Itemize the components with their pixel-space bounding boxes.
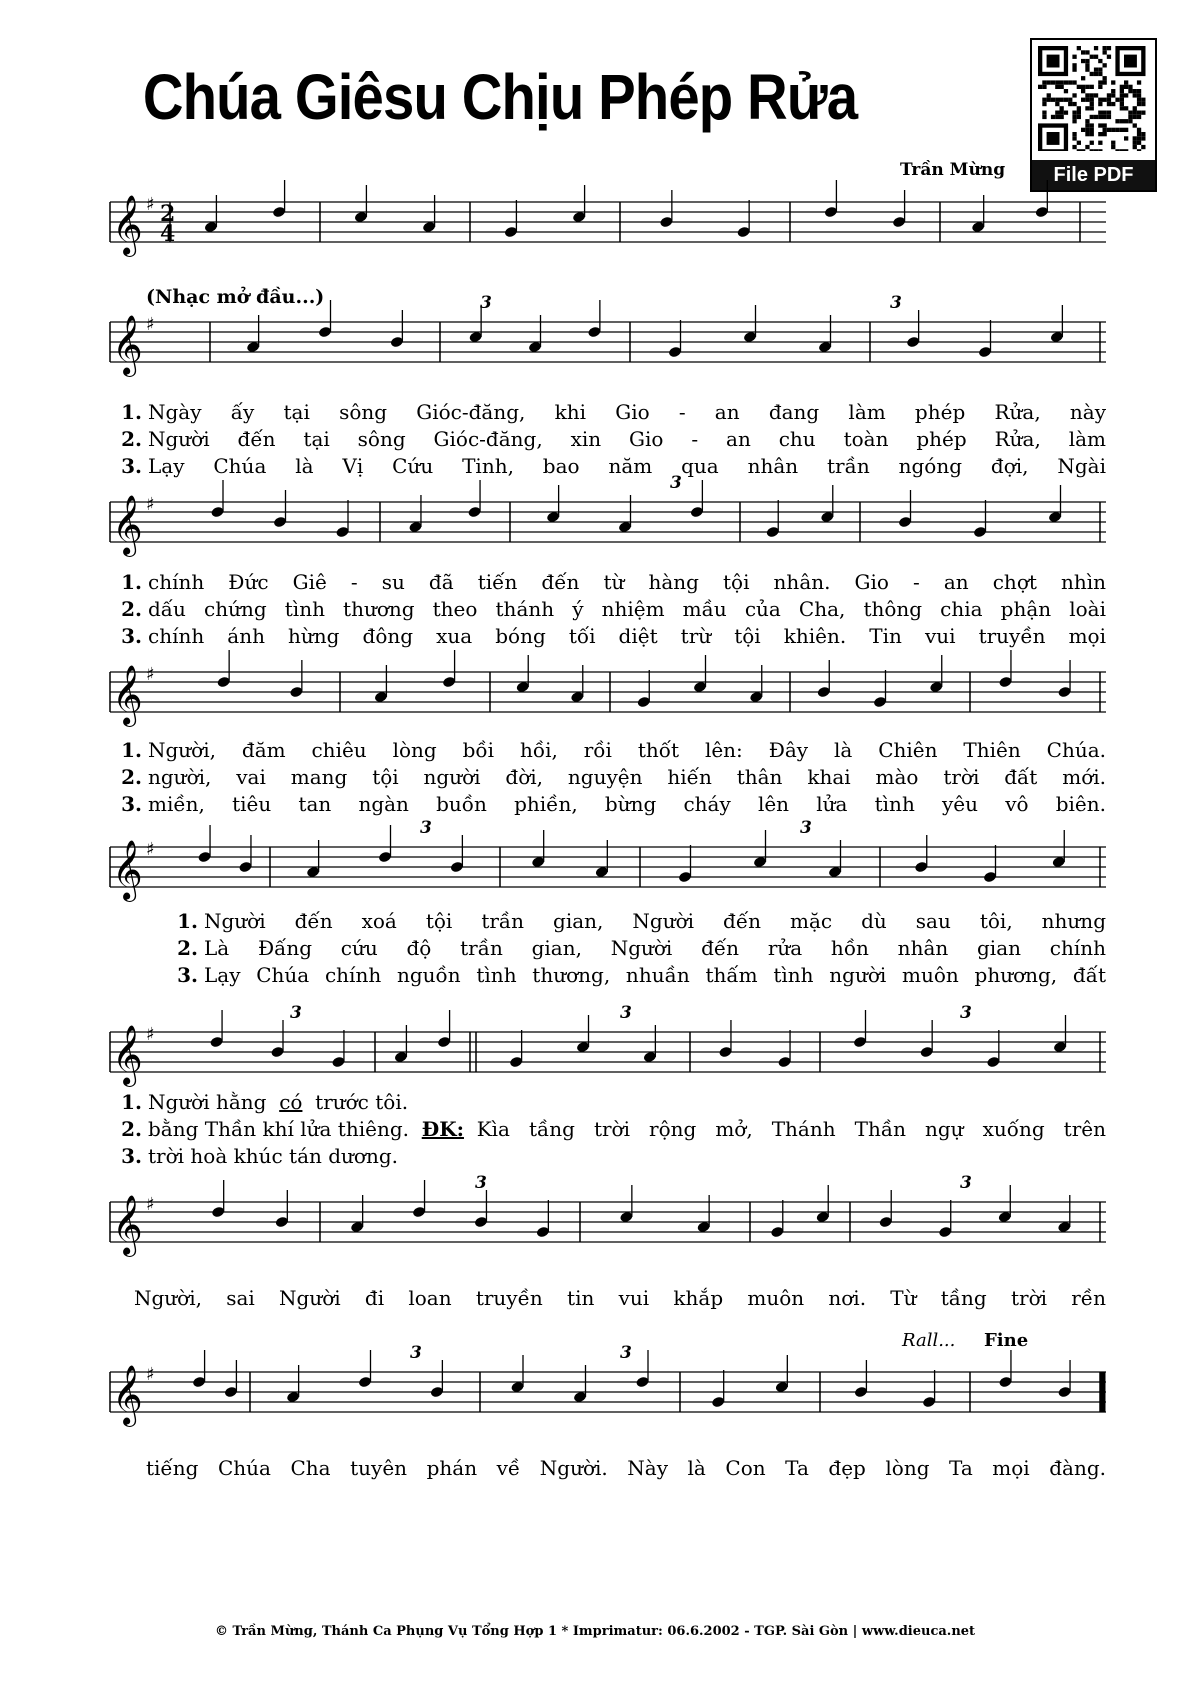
triplet-marking: 3 <box>620 1003 632 1023</box>
lyric-line: 1. Người, đăm chiêu lòng bồi hồi, rồi thốt lên: Đây là Chiên Thiên Chúa. <box>121 738 1106 762</box>
lyric-line: 2. Là Đấng cứu độ trần gian, Người đến rửa hồn nhân gian chính <box>177 936 1106 960</box>
triplet-marking: 3 <box>475 1173 487 1193</box>
triplet-marking: 3 <box>960 1003 972 1023</box>
triplet-marking: 3 <box>800 818 812 838</box>
time-signature-bottom: 4 <box>160 221 176 247</box>
triplet-marking: 3 <box>620 1343 632 1363</box>
song-title: Chúa Giêsu Chịu Phép Rửa <box>142 61 858 133</box>
qr-code-icon <box>1038 46 1149 151</box>
treble-clef-icon: 𝄞 <box>112 665 143 725</box>
lyric-line: 2. người, vai mang tội người đời, nguyện hiến thân khai mào trời đất mới. <box>121 765 1106 789</box>
staff-system-7 <box>110 1173 1106 1310</box>
key-signature-sharp-icon: ♯ <box>146 494 155 515</box>
lyric-line: 3. chính ánh hừng đông xua bóng tối diệt trừ tội khiên. Tin vui truyền mọi <box>121 624 1106 648</box>
lyric-line: 3. miền, tiêu tan ngàn buồn phiền, bừng cháy lên lửa tình yêu vô biên. <box>121 792 1106 816</box>
treble-clef-icon: 𝄞 <box>112 495 143 555</box>
treble-clef-icon: 𝄞 <box>112 195 143 255</box>
music-staff <box>110 1003 1106 1100</box>
composer-name: Trần Mừng <box>900 160 1006 180</box>
refrain-lyric-line: tiếng Chúa Cha tuyên phán về Người. Này là Con Ta đẹp lòng Ta mọi đàng. <box>146 1456 1106 1480</box>
fine-marking: Fine <box>984 1330 1029 1351</box>
copyright-footer: © Trần Mừng, Thánh Ca Phụng Vụ Tổng Hợp 1 * Imprimatur: 06.6.2002 - TGP. Sài Gòn | www.dieuca.net <box>214 1624 976 1639</box>
music-staff <box>110 660 1106 740</box>
lyric-line: 3. Lạy Chúa chính nguồn tình thương, nhuần thấm tình người muôn phương, đất <box>177 963 1106 987</box>
lyric-line: 2. Người đến tại sông Gióc-đăng, xin Gio - an chu toàn phép Rửa, làm <box>121 427 1106 451</box>
staff-system-3 <box>110 473 1106 648</box>
music-staff <box>110 1173 1106 1270</box>
lyric-line: 1. Người đến xoá tội trần gian, Người đến mặc dù sau tôi, nhưng <box>177 909 1106 933</box>
key-signature-sharp-icon: ♯ <box>146 664 155 685</box>
key-signature-sharp-icon: ♯ <box>146 1194 155 1215</box>
music-staff <box>110 473 1106 570</box>
lyric-line: 3. Lạy Chúa là Vị Cứu Tinh, bao năm qua nhân trần ngóng đợi, Ngài <box>121 454 1106 478</box>
staff-system-5 <box>110 818 1106 987</box>
key-signature-sharp-icon: ♯ <box>146 1024 155 1045</box>
triplet-marking: 3 <box>480 293 492 313</box>
treble-clef-icon: 𝄞 <box>112 840 143 900</box>
lyric-line: 3. trời hoà khúc tán dương. <box>121 1144 398 1168</box>
staff-system-4 <box>110 660 1106 816</box>
lyric-line: 2. bằng Thần khí lửa thiêng. ĐK: Kìa tầng trời rộng mở, Thánh Thần ngự xuống trên <box>121 1117 1106 1141</box>
time-signature-top: 2 <box>160 201 176 227</box>
treble-clef-icon: 𝄞 <box>112 315 143 375</box>
lyric-line: 1. Người hằng có trước tôi. <box>121 1090 409 1114</box>
music-staff <box>110 818 1106 915</box>
key-signature-sharp-icon: ♯ <box>146 839 155 860</box>
triplet-marking: 3 <box>420 818 432 838</box>
triplet-marking: 3 <box>410 1343 422 1363</box>
rall-marking: Rall... <box>902 1330 956 1351</box>
music-staff <box>110 190 1106 270</box>
key-signature-sharp-icon: ♯ <box>146 314 155 335</box>
refrain-lyric-line: Người, sai Người đi loan truyền tin vui khắp muôn nơi. Từ tầng trời rền <box>134 1286 1106 1310</box>
staff-system-1 <box>110 190 1106 290</box>
qr-code-link[interactable] <box>1030 38 1157 192</box>
triplet-marking: 3 <box>290 1003 302 1023</box>
lyric-line: 1. chính Đức Giê - su đã tiến đến từ hàng tội nhân. Gio - an chợt nhìn <box>121 570 1106 594</box>
key-signature-sharp-icon: ♯ <box>146 1364 155 1385</box>
music-staff <box>110 1343 1106 1440</box>
intro-label: (Nhạc mở đầu...) <box>146 286 325 308</box>
triplet-marking: 3 <box>960 1173 972 1193</box>
lyric-line: 1. Ngày ấy tại sông Gióc-đăng, khi Gio - an đang làm phép Rửa, này <box>121 400 1106 424</box>
triplet-marking: 3 <box>670 473 682 493</box>
treble-clef-icon: 𝄞 <box>112 1025 143 1085</box>
staff-system-6 <box>110 1003 1106 1168</box>
file-pdf-label: File PDF <box>1032 160 1155 190</box>
staff-system-8 <box>110 1330 1106 1480</box>
treble-clef-icon: 𝄞 <box>112 1195 143 1255</box>
refrain-marker: ĐK: <box>421 1117 464 1141</box>
key-signature-sharp-icon: ♯ <box>146 194 155 215</box>
triplet-marking: 3 <box>890 293 902 313</box>
lyric-line: 2. dấu chứng tình thương theo thánh ý nhiệm mầu của Cha, thông chia phận loài <box>121 597 1106 621</box>
treble-clef-icon: 𝄞 <box>112 1365 143 1425</box>
